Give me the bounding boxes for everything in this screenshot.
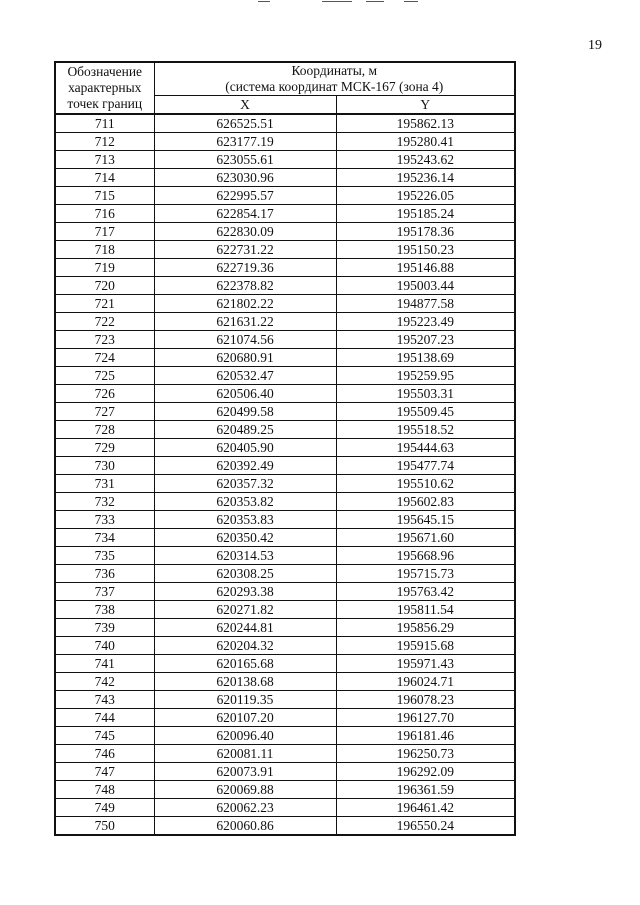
- point-id-cell: 725: [55, 367, 154, 385]
- y-coordinate-cell: 195243.62: [336, 151, 515, 169]
- point-id-cell: 745: [55, 727, 154, 745]
- point-id-cell: 712: [55, 133, 154, 151]
- point-id-cell: 731: [55, 475, 154, 493]
- point-id-cell: 727: [55, 403, 154, 421]
- y-coordinate-cell: 195503.31: [336, 385, 515, 403]
- point-id-cell: 734: [55, 529, 154, 547]
- table-row: [55, 565, 515, 583]
- x-coordinate-cell: 623177.19: [154, 133, 336, 151]
- table-row: [55, 331, 515, 349]
- x-coordinate-cell: 620353.83: [154, 511, 336, 529]
- table-row: [55, 781, 515, 799]
- y-coordinate-cell: 195668.96: [336, 547, 515, 565]
- x-coordinate-cell: 620405.90: [154, 439, 336, 457]
- table-row: [55, 403, 515, 421]
- table-body: [55, 114, 515, 835]
- point-id-cell: 718: [55, 241, 154, 259]
- point-id-cell: 743: [55, 691, 154, 709]
- y-coordinate-cell: 195862.13: [336, 114, 515, 133]
- y-coordinate-cell: 195971.43: [336, 655, 515, 673]
- x-coordinate-cell: 622830.09: [154, 223, 336, 241]
- y-coordinate-cell: 195226.05: [336, 187, 515, 205]
- x-coordinate-cell: 622995.57: [154, 187, 336, 205]
- x-coordinate-cell: 620165.68: [154, 655, 336, 673]
- x-coordinate-cell: 620062.23: [154, 799, 336, 817]
- point-id-cell: 737: [55, 583, 154, 601]
- y-coordinate-cell: 195915.68: [336, 637, 515, 655]
- point-id-cell: 733: [55, 511, 154, 529]
- y-coordinate-cell: 195223.49: [336, 313, 515, 331]
- y-coordinate-cell: 195259.95: [336, 367, 515, 385]
- y-coordinate-cell: 196078.23: [336, 691, 515, 709]
- x-column-header: X: [154, 96, 336, 115]
- table-row: [55, 223, 515, 241]
- x-coordinate-cell: 620204.32: [154, 637, 336, 655]
- y-coordinate-cell: 195146.88: [336, 259, 515, 277]
- x-coordinate-cell: 620532.47: [154, 367, 336, 385]
- y-coordinate-cell: 194877.58: [336, 295, 515, 313]
- x-coordinate-cell: 622854.17: [154, 205, 336, 223]
- y-coordinate-cell: 195509.45: [336, 403, 515, 421]
- y-coordinate-cell: 195003.44: [336, 277, 515, 295]
- x-coordinate-cell: 622731.22: [154, 241, 336, 259]
- y-column-header: Y: [336, 96, 515, 115]
- x-coordinate-cell: 621802.22: [154, 295, 336, 313]
- page-number: 19: [588, 38, 602, 53]
- table-row: [55, 421, 515, 439]
- coordinates-header: [154, 62, 515, 96]
- coordinate-system-label: (система координат МСК-167 (зона 4): [225, 79, 444, 94]
- x-coordinate-cell: 620392.49: [154, 457, 336, 475]
- x-coordinate-cell: 620293.38: [154, 583, 336, 601]
- table-row: [55, 277, 515, 295]
- y-coordinate-cell: 195645.15: [336, 511, 515, 529]
- point-id-cell: 722: [55, 313, 154, 331]
- y-coordinate-cell: 195185.24: [336, 205, 515, 223]
- table-row: [55, 547, 515, 565]
- x-coordinate-cell: 620489.25: [154, 421, 336, 439]
- y-coordinate-cell: 195178.36: [336, 223, 515, 241]
- y-coordinate-cell: 195280.41: [336, 133, 515, 151]
- x-coordinate-cell: 620073.91: [154, 763, 336, 781]
- table-row: [55, 511, 515, 529]
- table-row: [55, 313, 515, 331]
- point-id-cell: 749: [55, 799, 154, 817]
- point-id-cell: 728: [55, 421, 154, 439]
- x-coordinate-cell: 620308.25: [154, 565, 336, 583]
- y-coordinate-cell: 196127.70: [336, 709, 515, 727]
- table-row: [55, 619, 515, 637]
- coordinates-title: Координаты, м: [291, 63, 378, 78]
- point-id-cell: 732: [55, 493, 154, 511]
- x-coordinate-cell: 620499.58: [154, 403, 336, 421]
- table-row: [55, 763, 515, 781]
- y-coordinate-cell: 196181.46: [336, 727, 515, 745]
- point-id-cell: 719: [55, 259, 154, 277]
- y-coordinate-cell: 195444.63: [336, 439, 515, 457]
- table-row: [55, 439, 515, 457]
- x-coordinate-cell: 620353.82: [154, 493, 336, 511]
- y-coordinate-cell: 195510.62: [336, 475, 515, 493]
- table-header: [55, 62, 515, 114]
- table-row: [55, 817, 515, 836]
- point-id-cell: 744: [55, 709, 154, 727]
- table-row: [55, 187, 515, 205]
- table-row: [55, 151, 515, 169]
- point-id-cell: 736: [55, 565, 154, 583]
- scan-top-marks: [0, 0, 640, 6]
- point-id-cell: 720: [55, 277, 154, 295]
- point-id-cell: 748: [55, 781, 154, 799]
- table-row: [55, 529, 515, 547]
- y-coordinate-cell: 195671.60: [336, 529, 515, 547]
- point-designation-header: Обозначение характерных точек границ: [55, 62, 154, 114]
- y-coordinate-cell: 195856.29: [336, 619, 515, 637]
- table-row: [55, 205, 515, 223]
- point-id-cell: 750: [55, 817, 154, 836]
- point-id-cell: 730: [55, 457, 154, 475]
- x-coordinate-cell: 620138.68: [154, 673, 336, 691]
- point-id-cell: 739: [55, 619, 154, 637]
- table-row: [55, 114, 515, 133]
- x-coordinate-cell: 621631.22: [154, 313, 336, 331]
- y-coordinate-cell: 195811.54: [336, 601, 515, 619]
- table-row: [55, 745, 515, 763]
- x-coordinate-cell: 626525.51: [154, 114, 336, 133]
- table-row: [55, 673, 515, 691]
- point-id-cell: 713: [55, 151, 154, 169]
- x-coordinate-cell: 621074.56: [154, 331, 336, 349]
- table-row: [55, 655, 515, 673]
- point-id-cell: 735: [55, 547, 154, 565]
- y-coordinate-cell: 196361.59: [336, 781, 515, 799]
- x-coordinate-cell: 620096.40: [154, 727, 336, 745]
- point-id-cell: 711: [55, 114, 154, 133]
- y-coordinate-cell: 195236.14: [336, 169, 515, 187]
- y-coordinate-cell: 196292.09: [336, 763, 515, 781]
- table-row: [55, 475, 515, 493]
- point-id-cell: 714: [55, 169, 154, 187]
- x-coordinate-cell: 620119.35: [154, 691, 336, 709]
- x-coordinate-cell: 620069.88: [154, 781, 336, 799]
- point-id-cell: 747: [55, 763, 154, 781]
- x-coordinate-cell: 620060.86: [154, 817, 336, 836]
- x-coordinate-cell: 620244.81: [154, 619, 336, 637]
- x-coordinate-cell: 623055.61: [154, 151, 336, 169]
- y-coordinate-cell: 195763.42: [336, 583, 515, 601]
- x-coordinate-cell: 622378.82: [154, 277, 336, 295]
- point-id-cell: 721: [55, 295, 154, 313]
- point-id-cell: 742: [55, 673, 154, 691]
- y-coordinate-cell: 195150.23: [336, 241, 515, 259]
- table-row: [55, 457, 515, 475]
- table-row: [55, 259, 515, 277]
- y-coordinate-cell: 195138.69: [336, 349, 515, 367]
- table-row: [55, 241, 515, 259]
- y-coordinate-cell: 195518.52: [336, 421, 515, 439]
- x-coordinate-cell: 620506.40: [154, 385, 336, 403]
- point-id-cell: 741: [55, 655, 154, 673]
- x-coordinate-cell: 620081.11: [154, 745, 336, 763]
- y-coordinate-cell: 195207.23: [336, 331, 515, 349]
- table-row: [55, 691, 515, 709]
- table-row: [55, 349, 515, 367]
- table-row: [55, 709, 515, 727]
- table-row: [55, 493, 515, 511]
- x-coordinate-cell: 623030.96: [154, 169, 336, 187]
- table-row: [55, 367, 515, 385]
- point-id-cell: 726: [55, 385, 154, 403]
- point-id-cell: 715: [55, 187, 154, 205]
- table-row: [55, 385, 515, 403]
- table-row: [55, 727, 515, 745]
- x-coordinate-cell: 620314.53: [154, 547, 336, 565]
- point-id-cell: 724: [55, 349, 154, 367]
- y-coordinate-cell: 196250.73: [336, 745, 515, 763]
- x-coordinate-cell: 622719.36: [154, 259, 336, 277]
- y-coordinate-cell: 196461.42: [336, 799, 515, 817]
- point-id-cell: 746: [55, 745, 154, 763]
- table-row: [55, 637, 515, 655]
- point-id-cell: 740: [55, 637, 154, 655]
- table-row: [55, 799, 515, 817]
- point-id-cell: 738: [55, 601, 154, 619]
- point-id-cell: 729: [55, 439, 154, 457]
- y-coordinate-cell: 195715.73: [336, 565, 515, 583]
- table-row: [55, 133, 515, 151]
- y-coordinate-cell: 195602.83: [336, 493, 515, 511]
- point-id-cell: 716: [55, 205, 154, 223]
- x-coordinate-cell: 620680.91: [154, 349, 336, 367]
- x-coordinate-cell: 620350.42: [154, 529, 336, 547]
- x-coordinate-cell: 620357.32: [154, 475, 336, 493]
- coordinates-table: [54, 61, 516, 836]
- x-coordinate-cell: 620271.82: [154, 601, 336, 619]
- y-coordinate-cell: 196550.24: [336, 817, 515, 836]
- point-id-cell: 717: [55, 223, 154, 241]
- table-row: [55, 583, 515, 601]
- point-id-cell: 723: [55, 331, 154, 349]
- y-coordinate-cell: 196024.71: [336, 673, 515, 691]
- x-coordinate-cell: 620107.20: [154, 709, 336, 727]
- table-row: [55, 169, 515, 187]
- y-coordinate-cell: 195477.74: [336, 457, 515, 475]
- table-row: [55, 295, 515, 313]
- table-row: [55, 601, 515, 619]
